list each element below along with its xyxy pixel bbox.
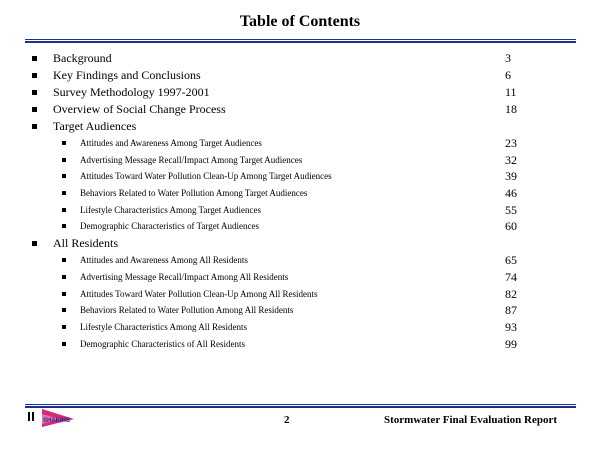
- top-rule: [25, 39, 576, 43]
- bullet-icon: [32, 73, 37, 78]
- toc-entry-label: Behaviors Related to Water Pollution Among Target Audiences: [80, 188, 308, 199]
- toc-section: [0, 101, 600, 118]
- toc-subsection: [0, 135, 600, 152]
- toc-section: [0, 235, 600, 252]
- toc-entry-page: 87: [505, 303, 517, 318]
- toc-section: [0, 67, 600, 84]
- logo-text: SHAKIHS: [43, 418, 71, 424]
- logo-bar-1: [28, 412, 30, 421]
- toc-entry-page: 55: [505, 202, 517, 217]
- bullet-icon: [62, 292, 66, 296]
- toc-subsection: [0, 168, 600, 185]
- toc-subsection: [0, 152, 600, 169]
- toc-entry-label: Background: [53, 51, 112, 65]
- bullet-icon: [62, 258, 66, 262]
- toc-entry-label: Attitudes and Awareness Among All Residents: [80, 255, 248, 266]
- company-logo-icon: [28, 408, 80, 428]
- top-rule-thin: [25, 39, 576, 40]
- bullet-icon: [62, 275, 66, 279]
- page-title: Table of Contents: [239, 13, 361, 30]
- bullet-icon: [62, 325, 66, 329]
- bullet-icon: [62, 191, 66, 195]
- bullet-icon: [32, 241, 37, 246]
- toc-entry-label: Behaviors Related to Water Pollution Among All Residents: [80, 305, 294, 316]
- toc-entry-page: 32: [505, 152, 517, 167]
- toc-subsection: [0, 218, 600, 235]
- toc-entry-label: Key Findings and Conclusions: [53, 68, 201, 82]
- toc-section: [0, 118, 600, 135]
- bottom-rule: [25, 404, 576, 408]
- toc-subsection: [0, 286, 600, 303]
- toc-entry-label: Demographic Characteristics of Target Audiences: [80, 221, 259, 232]
- toc-entry-page: 99: [505, 336, 517, 351]
- toc-entry-page: 6: [505, 68, 511, 82]
- toc-entry-page: 93: [505, 319, 517, 334]
- toc-subsection: [0, 319, 600, 336]
- toc-entry-page: 11: [505, 85, 517, 99]
- toc-entry-page: 23: [505, 136, 517, 150]
- bullet-icon: [62, 141, 66, 145]
- bullet-icon: [62, 208, 66, 212]
- toc-entry-label: Target Audiences: [53, 119, 137, 133]
- toc-subsection: [0, 202, 600, 219]
- toc-subsection: [0, 336, 600, 353]
- bullet-icon: [62, 158, 66, 162]
- toc-entry-label: Lifestyle Characteristics Among Target Audiences: [80, 204, 261, 215]
- bullet-icon: [32, 56, 37, 61]
- toc-entry-page: 46: [505, 186, 517, 201]
- toc-subsection: [0, 185, 600, 202]
- top-rule-thick: [25, 41, 576, 43]
- bullet-icon: [62, 224, 66, 228]
- toc-entry-label: Advertising Message Recall/Impact Among Target Audiences: [80, 154, 303, 165]
- logo-bar-2: [32, 412, 34, 421]
- toc-entry-label: Overview of Social Change Process: [53, 102, 226, 116]
- bullet-icon: [62, 174, 66, 178]
- toc-entry-label: Lifestyle Characteristics Among All Residents: [80, 321, 247, 332]
- bullet-icon: [32, 107, 37, 112]
- bullet-icon: [62, 308, 66, 312]
- toc-entry-label: Attitudes and Awareness Among Target Audiences: [80, 138, 262, 148]
- footer-report-title: Stormwater Final Evaluation Report: [384, 414, 558, 426]
- bullet-icon: [62, 342, 66, 346]
- toc-subsection: [0, 252, 600, 269]
- toc-section: [0, 84, 600, 101]
- toc-entry-label: Survey Methodology 1997-2001: [53, 85, 210, 99]
- toc-entry-label: Demographic Characteristics of All Residents: [80, 338, 245, 349]
- toc-entry-label: All Residents: [53, 236, 118, 251]
- toc-entry-page: 39: [505, 169, 517, 184]
- footer-page-number: 2: [284, 414, 290, 426]
- toc-entry-page: 82: [505, 286, 517, 301]
- toc-entry-label: Attitudes Toward Water Pollution Clean-Up Among Target Audiences: [80, 171, 332, 182]
- toc-entry-page: 60: [505, 219, 517, 234]
- toc-subsection: [0, 302, 600, 319]
- toc-entry-page: 18: [505, 102, 517, 116]
- bullet-icon: [32, 90, 37, 95]
- bottom-rule-thick: [25, 406, 576, 408]
- table-of-contents: [0, 50, 600, 352]
- toc-entry-label: Advertising Message Recall/Impact Among All Residents: [80, 271, 289, 282]
- toc-section: [0, 50, 600, 67]
- bullet-icon: [32, 124, 37, 129]
- toc-entry-page: 3: [505, 51, 511, 65]
- toc-entry-page: 74: [505, 269, 517, 284]
- toc-subsection: [0, 269, 600, 286]
- toc-entry-label: Attitudes Toward Water Pollution Clean-Up Among All Residents: [80, 288, 318, 299]
- toc-entry-page: 65: [505, 253, 517, 268]
- bottom-rule-thin: [25, 404, 576, 405]
